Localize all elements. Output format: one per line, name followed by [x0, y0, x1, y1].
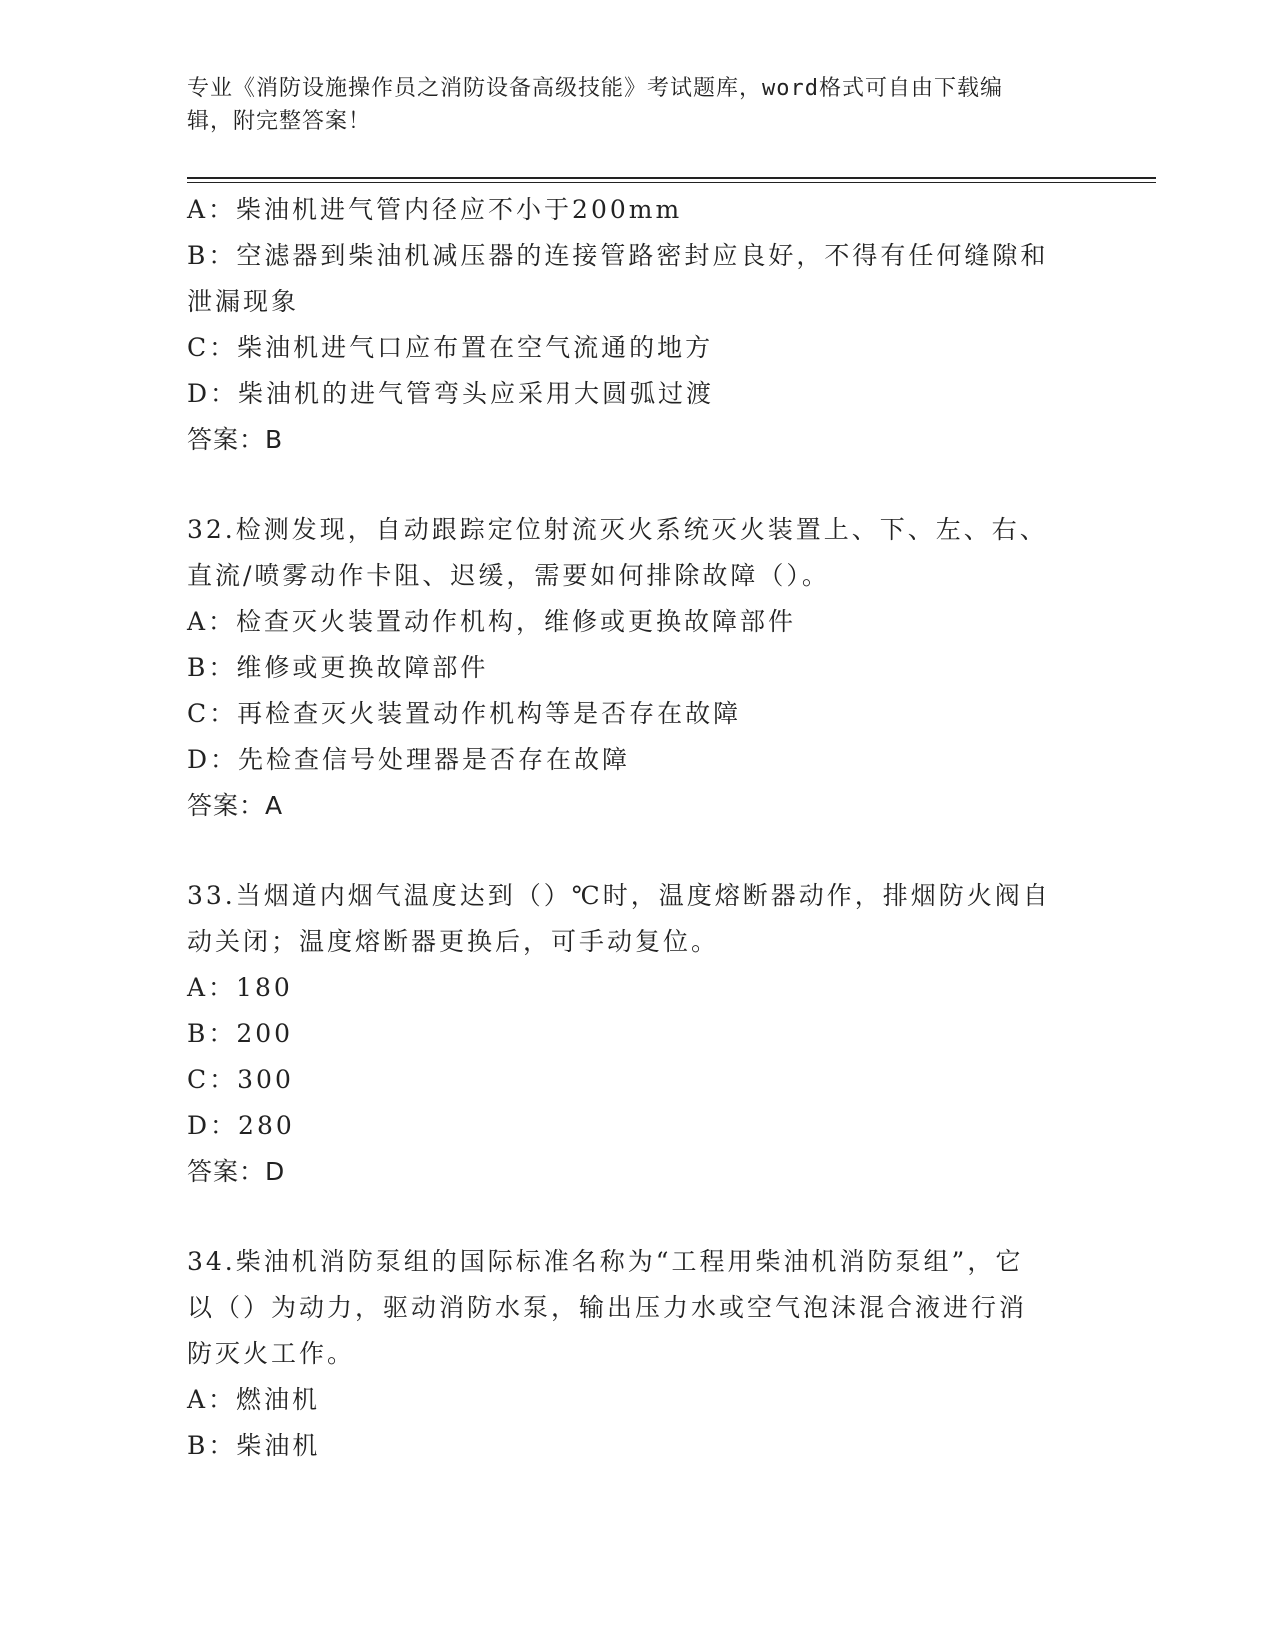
question-stem-continued: 直流/喷雾动作卡阻、迟缓，需要如何排除故障（）。	[187, 561, 830, 590]
option-c: C：再检查灭火装置动作机构等是否存在故障	[187, 699, 742, 728]
question-stem: 33.当烟道内烟气温度达到（）℃时，温度熔断器动作，排烟防火阀自	[187, 881, 1051, 910]
question-32	[187, 507, 1087, 829]
option-a: A：180	[187, 973, 293, 1002]
question-31	[187, 187, 1087, 463]
question-stem-continued: 动关闭；温度熔断器更换后，可手动复位。	[187, 927, 720, 956]
question-33	[187, 873, 1087, 1195]
option-d: D：先检查信号处理器是否存在故障	[187, 745, 631, 774]
header-line-1: 专业《消防设施操作员之消防设备高级技能》考试题库，word格式可自由下载编	[187, 76, 1003, 101]
answer-label: 答案：D	[187, 1157, 286, 1186]
document-header	[187, 72, 1067, 138]
question-list	[187, 187, 1087, 1469]
option-b: B：维修或更换故障部件	[187, 653, 489, 682]
option-c: C：300	[187, 1065, 294, 1094]
option-b: B：柴油机	[187, 1431, 321, 1460]
question-34	[187, 1239, 1087, 1469]
option-a: A：燃油机	[187, 1385, 321, 1414]
option-b: B：空滤器到柴油机减压器的连接管路密封应良好，不得有任何缝隙和	[187, 241, 1049, 270]
question-stem-continued-2: 防灭火工作。	[187, 1339, 356, 1368]
option-b: B：200	[187, 1019, 294, 1048]
header-divider-thick	[187, 177, 1156, 179]
option-a: A：检查灭火装置动作机构，维修或更换故障部件	[187, 607, 797, 636]
header-line-2: 辑，附完整答案！	[187, 109, 372, 134]
option-c: C：柴油机进气口应布置在空气流通的地方	[187, 333, 714, 362]
question-stem: 34.柴油机消防泵组的国际标准名称为“工程用柴油机消防泵组”，它	[187, 1247, 1024, 1276]
option-d: D：柴油机的进气管弯头应采用大圆弧过渡	[187, 379, 715, 408]
option-b-continued: 泄漏现象	[187, 287, 300, 316]
option-d: D：280	[187, 1111, 295, 1140]
answer-label: 答案：A	[187, 791, 284, 820]
answer-label: 答案：B	[187, 425, 284, 454]
option-a: A：柴油机进气管内径应不小于200mm	[187, 195, 683, 224]
question-stem-continued: 以（）为动力，驱动消防水泵，输出压力水或空气泡沫混合液进行消	[187, 1293, 1028, 1322]
question-stem: 32.检测发现，自动跟踪定位射流灭火系统灭火装置上、下、左、右、	[187, 515, 1048, 544]
header-divider-thin	[187, 182, 1156, 183]
